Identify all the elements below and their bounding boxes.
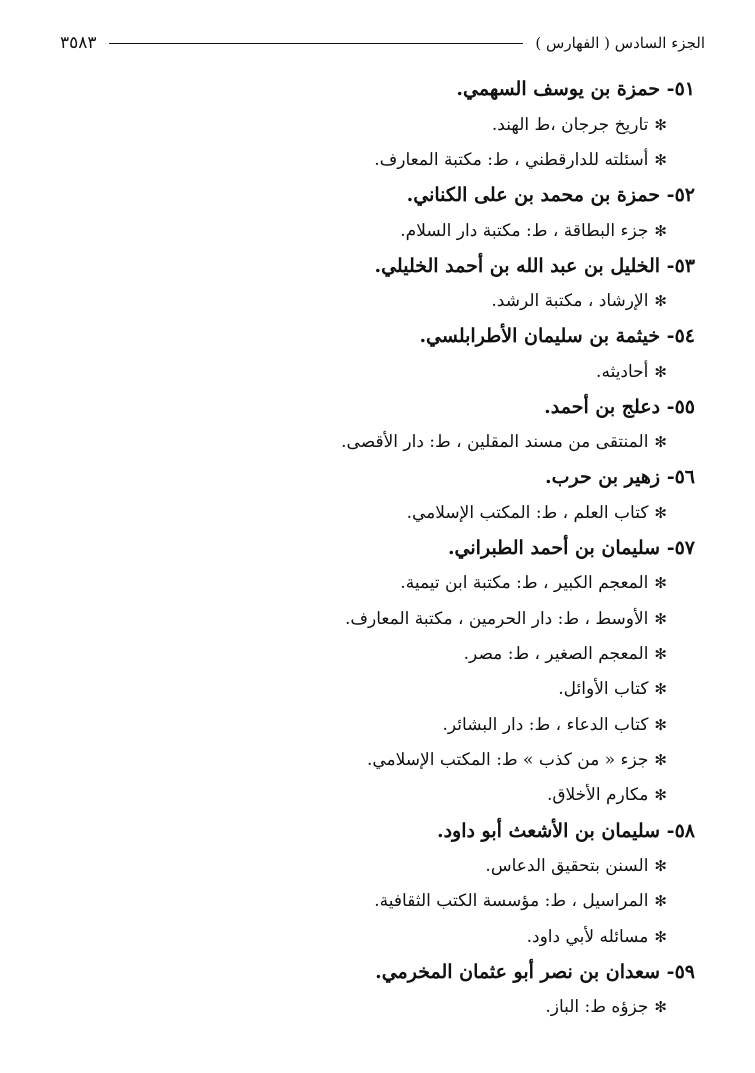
asterisk-icon: ✻: [654, 645, 667, 663]
list-item: [400, 566, 667, 600]
running-header-title: الجزء السادس ( الفهارس ): [535, 34, 705, 52]
list-item: [547, 778, 667, 812]
list-item: [374, 884, 667, 918]
list-item-text: جزؤه ط: الباز.: [545, 997, 649, 1017]
entry-heading: ٥٧- سليمان بن أحمد الطبراني.: [447, 537, 695, 559]
list-item-text: الإرشاد ، مكتبة الرشد.: [491, 291, 649, 311]
list-item-text: كتاب الدعاء ، ط: دار البشائر.: [442, 715, 649, 735]
list-item-text: المعجم الصغير ، ط: مصر.: [463, 644, 649, 664]
asterisk-icon: ✻: [654, 857, 667, 875]
list-item-text: السنن بتحقيق الدعاس.: [485, 856, 649, 876]
entry-heading: ٥٩- سعدان بن نصر أبو عثمان المخرمي.: [375, 961, 695, 983]
entry-heading: ٥٤- خيثمة بن سليمان الأطرابلسي.: [419, 325, 695, 347]
list-item-text: جزء البطاقة ، ط: مكتبة دار السلام.: [400, 221, 649, 241]
asterisk-icon: ✻: [654, 716, 667, 734]
asterisk-icon: ✻: [654, 151, 667, 169]
list-item-text: المراسيل ، ط: مؤسسة الكتب الثقافية.: [374, 891, 649, 911]
header-rule: [109, 43, 524, 44]
entry-heading: ٥٨- سليمان بن الأشعث أبو داود.: [436, 820, 695, 842]
list-item: [596, 355, 667, 389]
asterisk-icon: ✻: [654, 292, 667, 310]
list-item: [545, 990, 667, 1024]
list-item: [485, 849, 667, 883]
list-item-text: كتاب العلم ، ط: المكتب الإسلامي.: [406, 503, 649, 523]
list-item: [464, 637, 667, 671]
entry-heading: ٥٣- الخليل بن عبد الله بن أحمد الخليلي.: [374, 255, 695, 277]
asterisk-icon: ✻: [654, 928, 667, 946]
entry-heading: ٥٦- زهير بن حرب.: [544, 466, 695, 488]
asterisk-icon: ✻: [654, 680, 667, 698]
entry-heading: ٥٥- دعلج بن أحمد.: [544, 396, 695, 418]
asterisk-icon: ✻: [654, 433, 667, 451]
list-item: [400, 214, 667, 248]
list-item-text: أحاديثه.: [596, 362, 649, 382]
list-item-text: مكارم الأخلاق.: [546, 785, 649, 805]
entry-heading: ٥١- حمزة بن يوسف السهمي.: [456, 78, 695, 100]
list-item: [341, 425, 667, 459]
list-item-text: المنتقى من مسند المقلين ، ط: دار الأقصى.: [341, 432, 649, 452]
list-item: [492, 108, 667, 142]
page-number: ٣٥٨٣: [60, 33, 97, 53]
entry-heading: ٥٢- حمزة بن محمد بن على الكناني.: [406, 184, 695, 206]
list-item: [407, 496, 667, 530]
list-item-text: أسئلته للدارقطني ، ط: مكتبة المعارف.: [374, 150, 649, 170]
asterisk-icon: ✻: [654, 998, 667, 1016]
list-item: [491, 284, 667, 318]
page-header: [60, 30, 705, 56]
list-item: [374, 143, 667, 177]
asterisk-icon: ✻: [654, 892, 667, 910]
list-item-text: المعجم الكبير ، ط: مكتبة ابن تيمية.: [400, 573, 649, 593]
list-item: [367, 743, 667, 777]
asterisk-icon: ✻: [654, 751, 667, 769]
asterisk-icon: ✻: [654, 363, 667, 381]
list-item-text: جزء « من كذب » ط: المكتب الإسلامي.: [366, 750, 649, 770]
list-item-text: الأوسط ، ط: دار الحرمين ، مكتبة المعارف.: [345, 609, 649, 629]
asterisk-icon: ✻: [654, 116, 667, 134]
list-item: [527, 920, 667, 954]
list-item-text: كتاب الأوائل.: [558, 679, 649, 699]
asterisk-icon: ✻: [654, 504, 667, 522]
asterisk-icon: ✻: [654, 222, 667, 240]
list-item-text: تاريخ جرجان ،ط الهند.: [491, 115, 649, 135]
asterisk-icon: ✻: [654, 610, 667, 628]
list-item: [443, 708, 667, 742]
list-item-text: مسائله لأبي داود.: [526, 927, 649, 947]
asterisk-icon: ✻: [654, 574, 667, 592]
list-item: [558, 672, 667, 706]
list-item: [345, 602, 667, 636]
asterisk-icon: ✻: [654, 786, 667, 804]
